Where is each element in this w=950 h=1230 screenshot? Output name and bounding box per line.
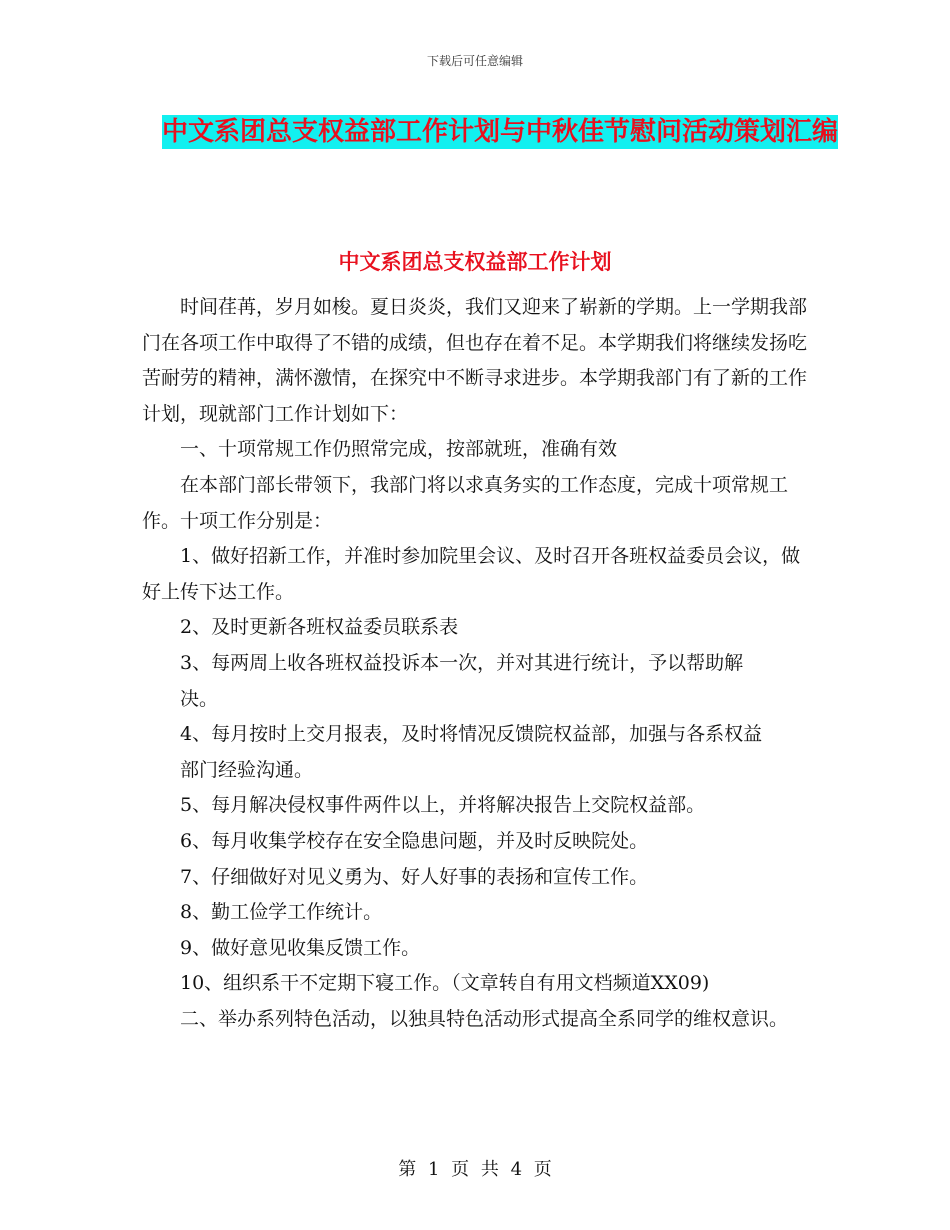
paragraph: 时间荏苒，岁月如梭。夏日炎炎，我们又迎来了崭新的学期。上一学期我部门在各项工作中取得了不错的成绩，但也存在着不足。本学期我们将继续发扬吃苦耐劳的精神，满怀激情，在探究中不断寻求进步。本学期我部门有了新的工作计划，现就部门工作计划如下： — [142, 296, 808, 425]
header-note: 下载后可任意编辑 — [426, 54, 523, 68]
list-item: 1、做好招新工作，并准时参加院里会议、及时召开各班权益委员会议，做好上传下达工作。 — [142, 545, 801, 603]
list-item: 9、做好意见收集反馈工作。 — [180, 936, 421, 959]
list-item: 5、每月解决侵权事件两件以上，并将解决报告上交院权益部。 — [180, 794, 706, 817]
list-item: 8、勤工俭学工作统计。 — [180, 901, 383, 924]
list-item: 2、及时更新各班权益委员联系表 — [180, 616, 459, 639]
list-item: 4、每月按时上交月报表，及时将情况反馈院权益部，加强与各系权益部门经验沟通。 — [180, 723, 763, 781]
list-item: 3、每两周上收各班权益投诉本一次，并对其进行统计，予以帮助解决。 — [180, 651, 744, 710]
page-footer: 第 1 页 共 4 页 — [398, 1159, 552, 1180]
paragraph: 一、十项常规工作仍照常完成，按部就班，准确有效 — [180, 438, 618, 461]
document-title — [150, 108, 850, 156]
paragraph: 在本部门部长带领下，我部门将以求真务实的工作态度，完成十项常规工作。十项工作分别是： — [142, 473, 789, 532]
section-title: 中文系团总支权益部工作计划 — [338, 250, 612, 274]
list-item: 6、每月收集学校存在安全隐患问题，并及时反映院处。 — [180, 829, 649, 852]
list-item: 7、仔细做好对见义勇为、好人好事的表扬和宣传工作。 — [180, 865, 649, 888]
document-body — [142, 290, 810, 1037]
list-item: 10、组织系干不定期下寝工作。（文章转自有用文档频道XX09) — [180, 972, 710, 995]
paragraph: 二、举办系列特色活动，以独具特色活动形式提高全系同学的维权意识。 — [180, 1007, 789, 1030]
document-title-text: 中文系团总支权益部工作计划与中秋佳节慰问活动策划汇编 — [161, 117, 838, 147]
